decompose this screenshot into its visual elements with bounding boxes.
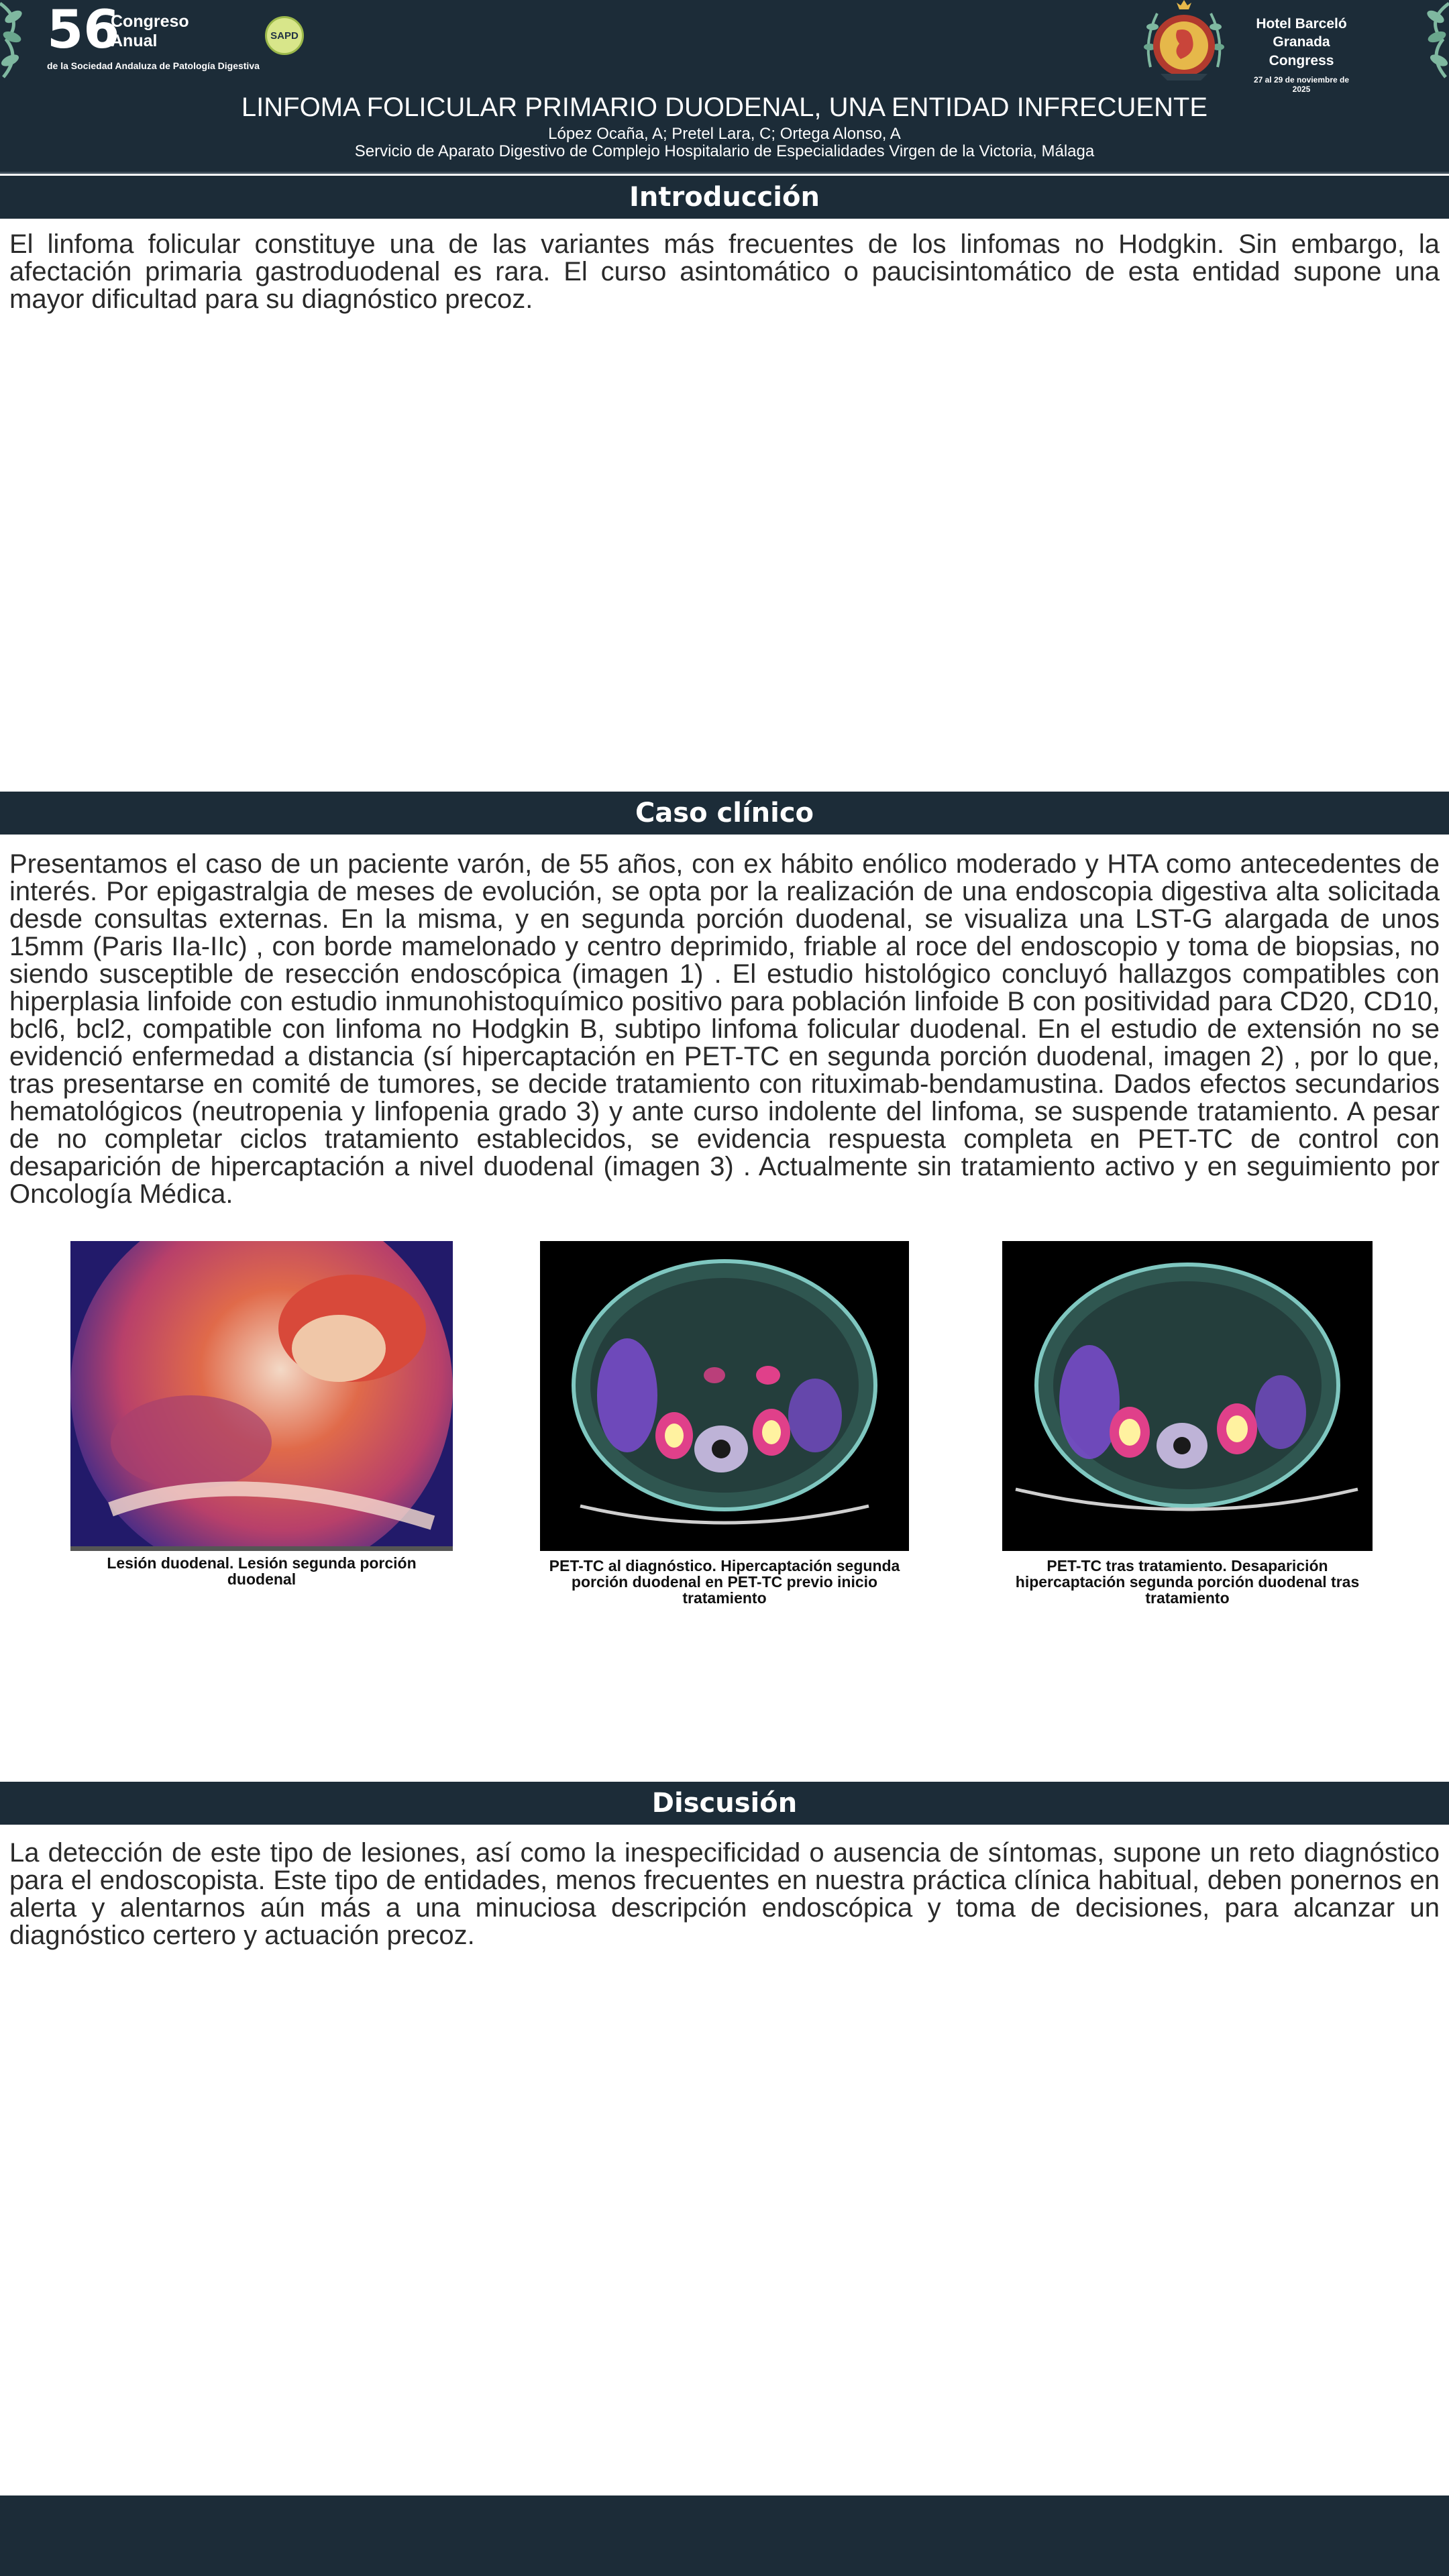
figure-caption: PET-TC tras tratamiento. Desaparición hipercaptación segunda porción duodenal tras tratamiento xyxy=(1015,1557,1360,1607)
figure-endoscopy xyxy=(70,1241,453,1610)
leaf-ornament-icon xyxy=(0,0,34,80)
intro-text: El linfoma folicular constituye una de las variantes más frecuentes de los linfomas no Hodgkin. Sin embargo, la afectación primaria gastroduodenal es rara. El curso asintomático o paucisintomático de esta entidad supone una mayor dificultad para su diagnóstico precoz. xyxy=(9,229,1440,314)
discussion-text: La detección de este tipo de lesiones, así como la inespecificidad o ausencia de síntomas, supone un reto diagnóstico para el endoscopista. Este tipo de entidades, menos frecuentes en nuestra práctica clínica habitual, deben ponernos en alerta y alentarnos aún más a una minuciosa descripción endoscópica y toma de decisiones, para alcanzar un diagnóstico certero y actuación precoz. xyxy=(9,1838,1440,1950)
venue-dates: 27 al 29 de noviembre de 2025 xyxy=(1253,74,1350,94)
poster-affiliation: Servicio de Aparato Digestivo de Complejo Hospitalario de Especialidades Virgen de la Victoria, Málaga xyxy=(354,142,1095,160)
figure-caption: Lesión duodenal. Lesión segunda porción duodenal xyxy=(107,1554,417,1588)
figure-caption: PET-TC al diagnóstico. Hipercaptación segunda porción duodenal en PET-TC previo inicio tratamiento xyxy=(549,1557,900,1607)
case-text: Presentamos el caso de un paciente varón, de 55 años, con ex hábito enólico moderado y HTA como antecedentes de interés. Por epigastralgia de meses de evolución, se opta por la realización de una endoscopia digestiva alta solicitada desde consultas externas. En la misma, y en segunda porción duodenal, se visualiza una LST-G alargada de unos 15mm (Paris IIa-IIc) , con borde mamelonado y centro deprimido, friable al roce del endoscopio y toma de biopsias, no siendo susceptible de resección endoscópica (imagen 1) . El estudio histológico concluyó hallazgos compatibles con hiperplasia linfoide con estudio inmunohistoquímico positivo para población linfoide B con positividad para CD20, CD10, bcl6, bcl2, compatible con linfoma no Hodgkin B, subtipo linfoma folicular duodenal. En el estudio de extensión no se evidenció enfermedad a distancia (sí hipercaptación en PET-TC en segunda porción duodenal, imagen 2) , por lo que, tras presentarse en comité de tumores, se decide tratamiento con rituximab-bendamustina. Dados efectos secundarios hematológicos (neutropenia y linfopenia grado 3) y ante curso indolente del linfoma, se suspende tratamiento. A pesar de no completar ciclos tratamiento establecidos, se evidencia respuesta completa en PET-TC de control con desaparición de hipercaptación a nivel duodenal (imagen 3) . Actualmente sin tratamiento activo y en seguimiento por Oncología Médica. xyxy=(9,849,1440,1209)
venue-name: Hotel Barceló Granada Congress xyxy=(1256,16,1347,68)
leaf-ornament-icon xyxy=(1415,0,1449,80)
sapd-badge: SAPD xyxy=(265,16,304,55)
section-heading-intro-label: Introducción xyxy=(629,182,820,213)
section-heading-discussion xyxy=(0,1782,1449,1825)
poster-header xyxy=(0,0,1449,172)
pet-ct-before-image xyxy=(540,1241,909,1551)
congress-word: Congreso Anual xyxy=(111,12,189,50)
pet-ct-after-image xyxy=(1002,1241,1373,1551)
figure-pet-before xyxy=(540,1241,909,1617)
poster-title: LINFOMA FOLICULAR PRIMARIO DUODENAL, UNA ENTIDAD INFRECUENTE xyxy=(241,93,1208,122)
section-heading-case-label: Caso clínico xyxy=(635,798,814,828)
figure-pet-after xyxy=(1002,1241,1373,1617)
granada-emblem-icon xyxy=(1140,0,1228,83)
poster-authors: López Ocaña, A; Pretel Lara, C; Ortega Alonso, A xyxy=(548,125,901,143)
venue-info xyxy=(1248,15,1355,94)
header-divider xyxy=(0,172,1449,174)
endoscopy-image xyxy=(70,1241,453,1551)
congress-logo xyxy=(47,0,299,72)
congress-society: de la Sociedad Andaluza de Patología Digestiva xyxy=(47,60,260,71)
poster-footer xyxy=(0,2496,1449,2576)
congress-number: 56 xyxy=(47,0,120,60)
section-heading-intro xyxy=(0,176,1449,219)
section-heading-case xyxy=(0,792,1449,835)
section-heading-discussion-label: Discusión xyxy=(651,1788,798,1819)
